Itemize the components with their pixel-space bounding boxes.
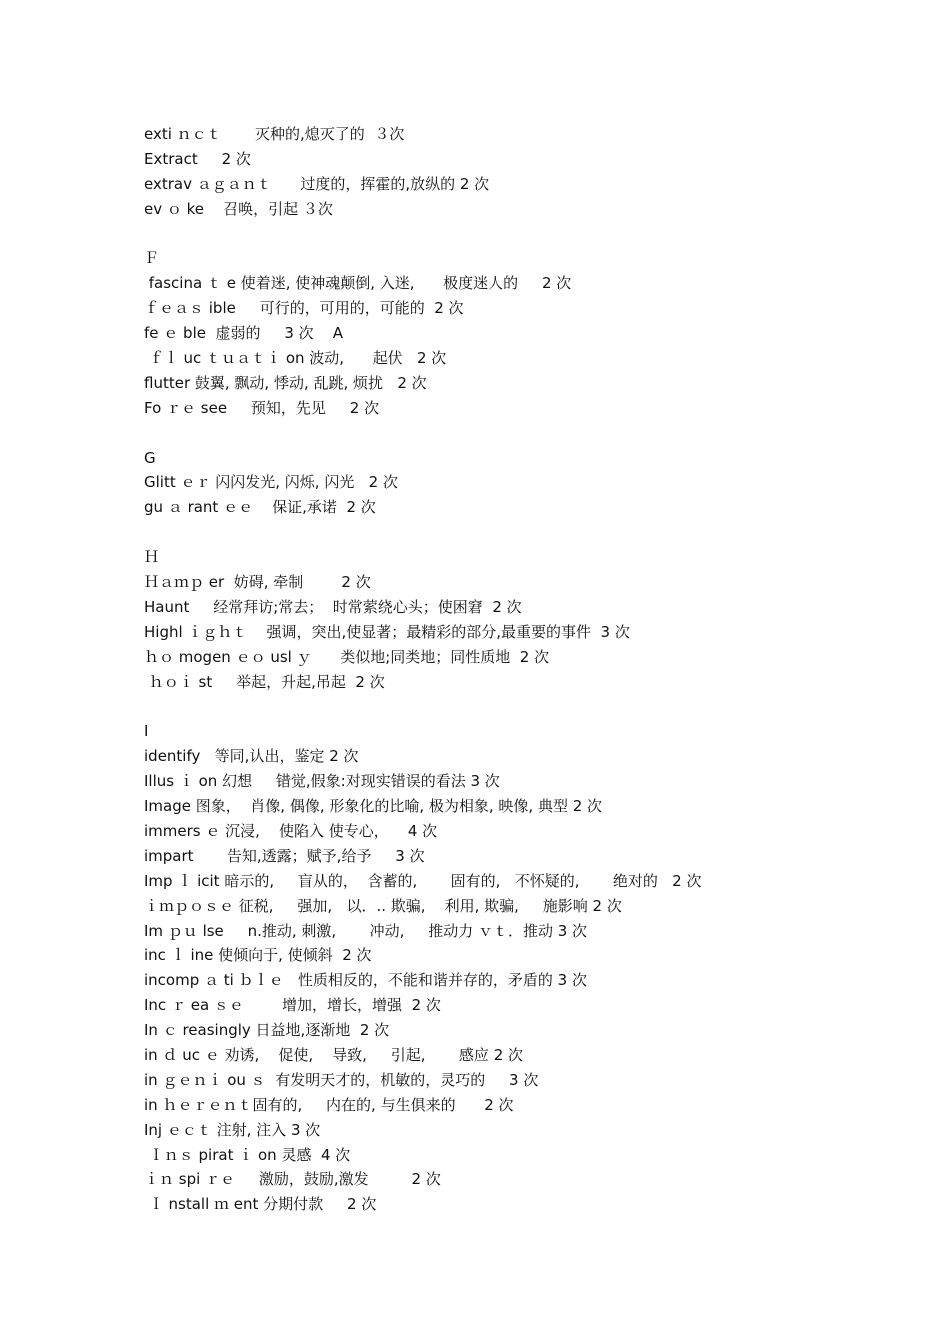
vocab-line: Ｈａｍｐ er 妨碍, 牵制 2 次 [144,573,371,592]
vocab-line: Im ｐｕ lse n.推动, 刺激, 冲动, 推动力 ｖｔ．推动 3 次 [144,921,588,940]
vocab-line: inc ｌ ine 使倾向于, 使倾斜 2 次 [144,946,372,965]
vocab-line: G [144,448,156,467]
vocab-line: ev ｏ ke 召唤，引起 ３次 [144,199,333,218]
vocab-line: Glitt ｅｒ 闪闪发光, 闪烁, 闪光 2 次 [144,473,398,492]
vocab-line: Inc ｒ ea ｓｅ 增加，增长，增强 2 次 [144,996,441,1015]
blank-line [144,222,864,247]
vocab-line: gu ａ rant ｅｅ 保证,承诺 2 次 [144,498,376,517]
vocab-line: impart 告知,透露；赋予,给予 3 次 [144,846,425,865]
vocab-line: Highl ｉｇｈｔ 强调，突出,使显著；最精彩的部分,最重要的事件 3 次 [144,622,630,641]
blank-line [144,520,864,545]
vocab-line: Fo ｒｅ see 预知，先见 2 次 [144,398,380,417]
vocab-line: Imp ｌ icit 暗示的, 盲从的， 含蓄的, 固有的, 不怀疑的, 绝对的 2 次 [144,871,702,890]
blank-line [144,421,864,446]
vocab-line: ｉｎ spi ｒｅ 激励，鼓励,激发 2 次 [144,1170,441,1189]
vocab-line: identify 等同,认出，鉴定 2 次 [144,747,359,766]
vocab-line: fe ｅ ble 虚弱的 3 次 A [144,324,343,343]
vocabulary-list [144,122,864,1217]
vocab-line: fascina ｔ e 使着迷, 使神魂颠倒, 入迷, 极度迷人的 2 次 [144,274,572,293]
vocab-line: flutter 鼓翼, 飘动, 悸动, 乱跳, 烦扰 2 次 [144,373,427,392]
vocab-line: immers ｅ 沉浸, 使陷入 使专心， 4 次 [144,821,438,840]
vocab-line: In ｃ reasingly 日益地,逐渐地 2 次 [144,1021,390,1040]
vocab-line: Ｉｎｓ pirat ｉ on 灵感 4 次 [144,1145,351,1164]
vocab-line: Illus ｉ on 幻想 错觉,假象:对现实错误的看法 3 次 [144,772,500,791]
vocab-line: Ｉ nstall ｍ ent 分期付款 2 次 [144,1195,377,1214]
vocab-line: in ｄ uc ｅ 劝诱, 促使, 导致, 引起, 感应 2 次 [144,1045,524,1064]
vocab-line: ｆｌ uc ｔｕａｔｉ on 波动, 起伏 2 次 [144,349,447,368]
vocab-line: ｈｏ mogen ｅｏ usl ｙ 类似地;同类地；同性质地 2 次 [144,647,550,666]
vocab-line: ｈｏｉ st 举起，升起,吊起 2 次 [144,672,385,691]
vocab-line: Haunt 经常拜访;常去； 时常萦绕心头；使困窘 2 次 [144,597,522,616]
vocab-line: in ｈｅｒｅｎｔ固有的, 内在的, 与生俱来的 2 次 [144,1095,514,1114]
vocab-line: Ｈ [144,548,160,567]
blank-line [144,694,864,719]
vocab-line: ｉｍｐｏｓｅ 征税, 强加, 以．.. 欺骗, 利用, 欺骗, 施影响 2 次 [144,896,622,915]
vocab-line: extrav ａｇａｎｔ 过度的，挥霍的,放纵的 2 次 [144,174,490,193]
vocab-line: Extract 2 次 [144,149,251,168]
vocab-line: exti ｎｃｔ 灭种的,熄灭了的 ３次 [144,125,405,143]
vocab-line: I [144,722,149,741]
vocab-line: Image 图象， 肖像, 偶像, 形象化的比喻, 极为相象, 映像, 典型 2 次 [144,797,603,816]
vocab-line: in ｇｅｎｉ ou ｓ 有发明天才的，机敏的，灵巧的 3 次 [144,1070,539,1089]
vocab-line: ｆｅａｓ ible 可行的，可用的，可能的 2 次 [144,299,464,318]
vocab-line: Ｆ [144,249,160,268]
vocab-line: incomp ａ ti ｂｌｅ 性质相反的，不能和谐并存的，矛盾的 3 次 [144,971,587,990]
vocab-line: Inj ｅｃｔ 注射, 注入 3 次 [144,1120,321,1139]
